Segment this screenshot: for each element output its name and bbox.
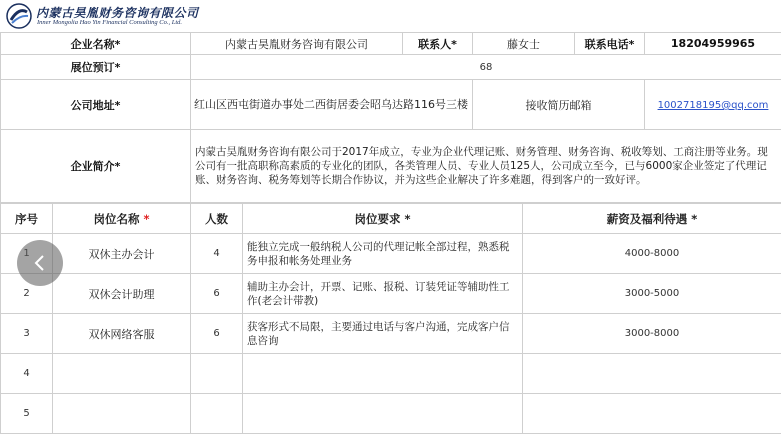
header-salary-label: 薪资及福利待遇 — [606, 211, 688, 226]
chevron-left-icon — [30, 253, 50, 273]
company-logo-english: Inner Mongolia Hao Yin Financial Consulting Co., Ltd. — [37, 19, 183, 26]
row-salary — [523, 394, 781, 434]
table-row — [1, 314, 781, 354]
company-logo-icon — [6, 3, 32, 29]
back-button[interactable] — [17, 240, 63, 286]
row-requirement: 获客形式不局限，主要通过电话与客户沟通，完成客户信息咨询 — [243, 314, 523, 354]
booth-label: 展位预订* — [1, 55, 191, 80]
row-salary — [523, 354, 781, 394]
company-info-table — [0, 32, 781, 203]
row-index: 2 — [1, 274, 53, 314]
required-mark: * — [143, 211, 150, 226]
row-position: 双休会计助理 — [53, 274, 191, 314]
resume-email-link[interactable]: 1002718195@qq.com — [657, 100, 769, 111]
address-row — [1, 80, 781, 130]
company-name-label: 企业名称* — [1, 33, 191, 55]
row-count — [191, 394, 243, 434]
row-requirement: 辅助主办会计，开票、记账、报税、订装凭证等辅助性工作(老会计带教) — [243, 274, 523, 314]
company-name-value: 内蒙古昊胤财务咨询有限公司 — [191, 33, 403, 55]
row-index: 5 — [1, 394, 53, 434]
intro-label: 企业简介* — [1, 130, 191, 203]
intro-value: 内蒙古昊胤财务咨询有限公司于2017年成立，专业为企业代理记账、财务管理、财务咨询、税收筹划、工商注册等业务。现公司有一批高职称高素质的专业化的团队，各类管理人员、专业人员125人，公司成立至今，已与6000家企业签定了代理记账、财务咨询、税务筹划等长期合作协议，并为这些企业解决了许多难题，得到客户的一致好评。 — [191, 130, 781, 203]
row-salary: 3000-8000 — [523, 314, 781, 354]
booth-row — [1, 55, 781, 80]
table-row — [1, 394, 781, 434]
header-requirement-label: 岗位要求 — [354, 211, 401, 226]
row-index: 4 — [1, 354, 53, 394]
row-requirement — [243, 354, 523, 394]
table-row — [1, 354, 781, 394]
header-position — [53, 204, 191, 234]
phone-label: 联系电话* — [575, 33, 645, 55]
row-requirement — [243, 394, 523, 434]
row-requirement: 能独立完成一般纳税人公司的代理记帐全部过程，熟悉税务申报和帐务处理业务 — [243, 234, 523, 274]
address-value: 红山区西屯街道办事处二西街居委会昭乌达路116号三楼 — [191, 80, 473, 130]
required-mark: * — [404, 211, 411, 226]
row-count: 6 — [191, 314, 243, 354]
row-position: 双休主办会计 — [53, 234, 191, 274]
contact-label: 联系人* — [403, 33, 473, 55]
jobs-table — [0, 203, 781, 434]
row-count — [191, 354, 243, 394]
row-position — [53, 354, 191, 394]
row-position: 双休网络客服 — [53, 314, 191, 354]
row-position — [53, 394, 191, 434]
row-index: 3 — [1, 314, 53, 354]
header-salary — [523, 204, 781, 234]
header-position-label: 岗位名称 — [93, 211, 140, 226]
phone-value: 18204959965 — [645, 33, 781, 55]
contact-value: 藤女士 — [473, 33, 575, 55]
resume-email-label: 接收简历邮箱 — [473, 80, 645, 130]
jobs-header-row — [1, 204, 781, 234]
table-row — [1, 274, 781, 314]
row-count: 6 — [191, 274, 243, 314]
intro-row — [1, 130, 781, 203]
page-header — [0, 0, 781, 33]
header-count: 人数 — [191, 204, 243, 234]
header-requirement — [243, 204, 523, 234]
company-name-row — [1, 33, 781, 55]
row-salary: 4000-8000 — [523, 234, 781, 274]
header-index: 序号 — [1, 204, 53, 234]
address-label: 公司地址* — [1, 80, 191, 130]
company-logo-name: 内蒙古昊胤财务咨询有限公司 — [36, 6, 199, 20]
row-count: 4 — [191, 234, 243, 274]
booth-value: 68 — [191, 55, 781, 80]
table-row — [1, 234, 781, 274]
required-mark: * — [691, 211, 698, 226]
row-salary: 3000-5000 — [523, 274, 781, 314]
